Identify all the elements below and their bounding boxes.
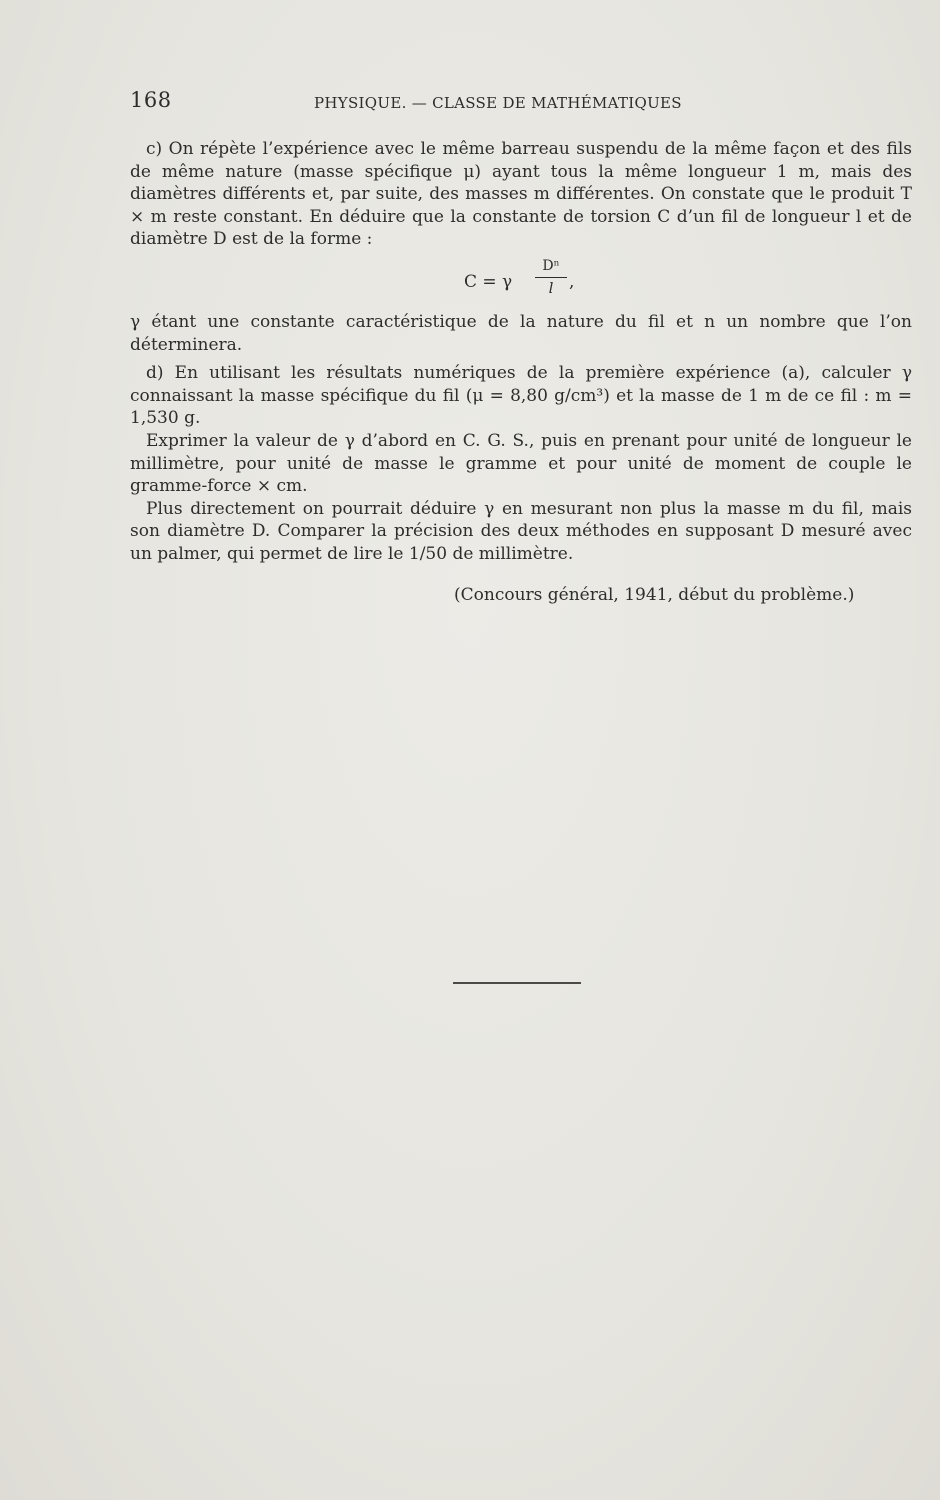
source-citation [454,585,854,605]
torsion-formula [130,257,912,309]
fraction-bar [535,277,567,278]
formula-denominator: l [548,278,554,297]
source-text: (Concours général, 1941, début du problème.) [454,585,855,605]
paragraph-c-part2: γ étant une constante caractéristique de la nature du fil et n un nombre que l’on déterminera. [130,311,912,355]
formula-numerator: Dⁿ [542,257,560,274]
paragraph-d-part3: Plus directement on pourrait déduire γ en mesurant non plus la masse m du fil, mais son diamètre D. Comparer la précision des deux méthodes en supposant D mesuré avec un palmer, qui permet de lire le 1/50 de millimètre. [130,498,912,564]
formula-fraction [535,257,567,297]
page-number: 168 [130,88,172,112]
formula-lhs: C = γ [464,271,513,292]
running-head: PHYSIQUE. — CLASSE DE MATHÉMATIQUES [314,94,682,112]
paragraph-c-part1: c) On répète l’expérience avec le même barreau suspendu de la même façon et des fils de même nature (masse spécifique μ) ayant tous la même longueur 1 m, mais des diamètres différents et, par suite, des masses m différentes. On constate que le produit T × m reste constant. En déduire que la constante de torsion C d’un fil de longueur l et de diamètre D est de la forme : [130,139,912,250]
formula-comma: , [569,271,575,292]
end-rule [453,982,581,984]
body-text [130,138,912,566]
paragraph-d-part1: d) En utilisant les résultats numériques de la première expérience (a), calculer γ connaissant la masse spécifique du fil (μ = 8,80 g/cm³) et la masse de 1 m de ce fil : m = 1,530 g. [130,363,912,429]
paragraph-d-part2: Exprimer la valeur de γ d’abord en C. G. S., puis en prenant pour unité de longueur le millimètre, pour unité de masse le gramme et pour unité de moment de couple le gramme-force × cm. [130,430,912,497]
page-header [130,88,912,118]
